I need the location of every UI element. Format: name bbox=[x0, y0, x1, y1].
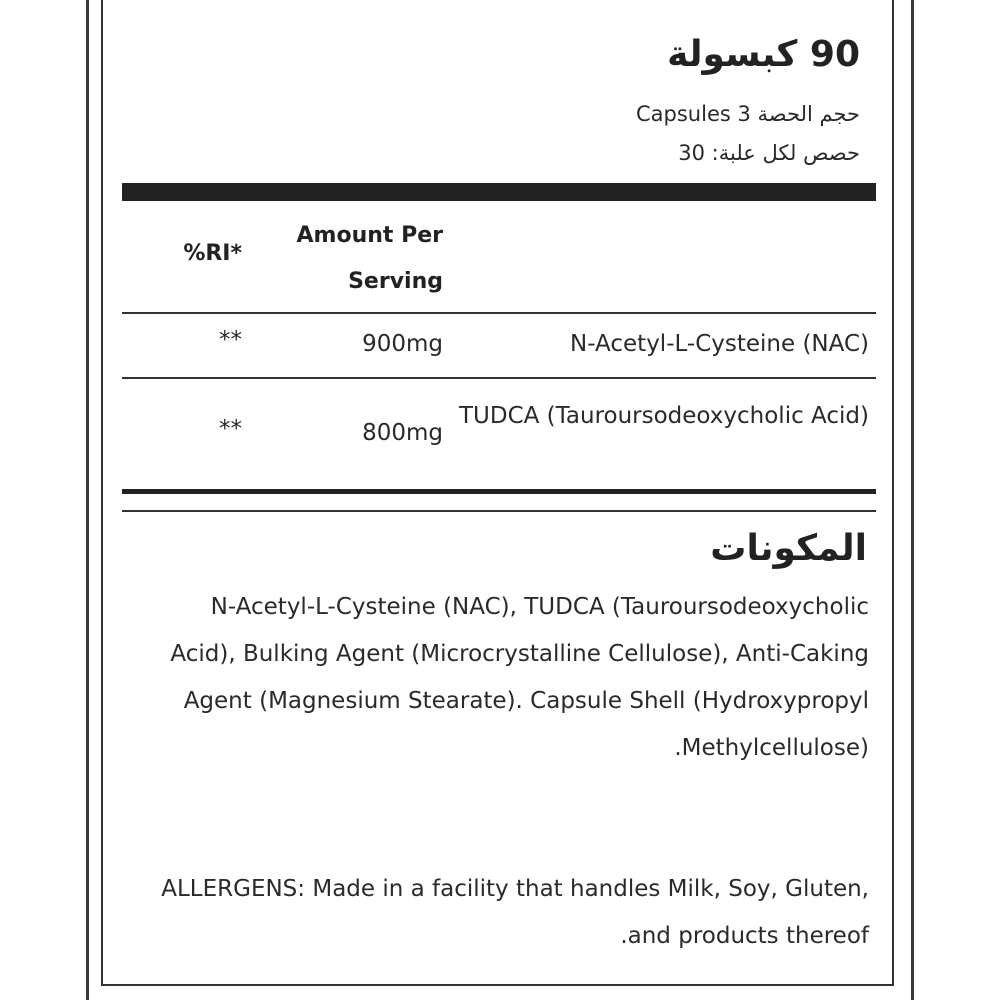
row-ingredient-nac: N-Acetyl-L-Cysteine (NAC) bbox=[570, 331, 869, 357]
row-ri-tudca: ** bbox=[219, 416, 242, 442]
row-ri-nac: ** bbox=[219, 327, 242, 353]
allergens-text: ALLERGENS: Made in a facility that handles Milk, Soy, Gluten, and products thereof. bbox=[161, 876, 869, 949]
servings-per-container: حصص لكل علبة: 30 bbox=[678, 141, 860, 165]
table-divider bbox=[122, 377, 876, 379]
section-divider bbox=[122, 510, 876, 512]
outer-frame-left bbox=[86, 0, 89, 1000]
column-header-amount: Amount Per Serving bbox=[296, 223, 443, 294]
header-divider-thick bbox=[122, 183, 876, 201]
row-ingredient-tudca: TUDCA (Tauroursodeoxycholic Acid) bbox=[458, 403, 869, 429]
table-divider bbox=[122, 312, 876, 314]
serving-size: حجم الحصة 3 Capsules bbox=[636, 102, 860, 126]
table-bottom-rule bbox=[122, 489, 876, 494]
column-header-ri: %RI* bbox=[183, 241, 242, 266]
outer-frame-right bbox=[911, 0, 914, 1000]
product-count-title: 90 كبسولة bbox=[667, 34, 860, 75]
ingredients-title: المكونات bbox=[710, 528, 867, 569]
ingredients-text: N-Acetyl-L-Cysteine (NAC), TUDCA (Tauroursodeoxycholic Acid), Bulking Agent (Microcrystalline Cellulose), Anti-Caking Agent (Magnesium Stearate). Capsule Shell (Hydroxypropyl Methylcellulose). bbox=[170, 594, 869, 761]
row-amount-nac: 900mg bbox=[362, 331, 443, 357]
row-amount-tudca: 800mg bbox=[362, 420, 443, 446]
